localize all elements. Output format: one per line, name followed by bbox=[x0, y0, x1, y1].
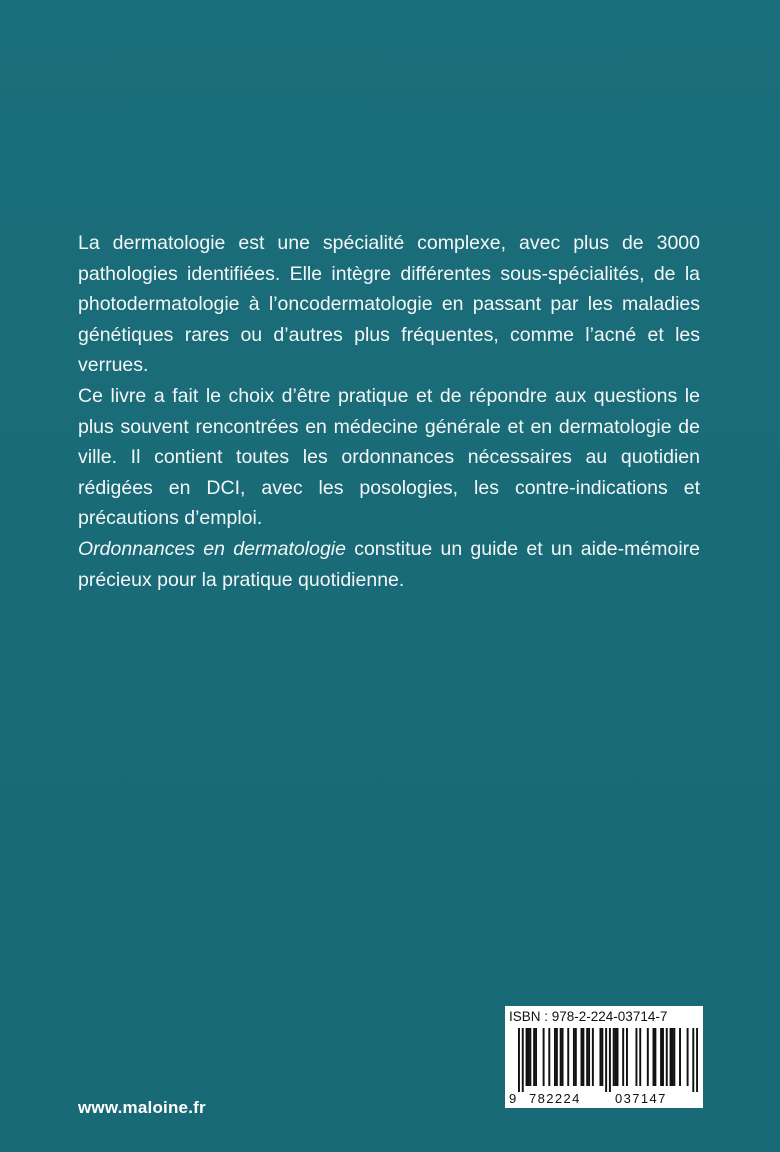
barcode-bar bbox=[581, 1028, 583, 1086]
barcode-bar bbox=[562, 1028, 564, 1086]
barcode-bar bbox=[582, 1028, 584, 1086]
barcode-bar bbox=[687, 1028, 689, 1086]
barcode-bar bbox=[573, 1028, 575, 1086]
barcode-bar bbox=[586, 1028, 588, 1086]
barcode-bar bbox=[617, 1028, 619, 1086]
barcode-bar bbox=[601, 1028, 603, 1086]
publisher-website: www.maloine.fr bbox=[78, 1098, 206, 1117]
barcode-bar bbox=[567, 1028, 569, 1086]
barcode-bar bbox=[575, 1028, 577, 1086]
barcode-bar bbox=[560, 1028, 562, 1086]
blurb-paragraph-3 bbox=[78, 534, 700, 595]
barcode-bar bbox=[622, 1028, 624, 1086]
book-title: Ordonnances en dermatologie bbox=[78, 537, 346, 560]
barcode-bar bbox=[518, 1028, 520, 1092]
barcode-bar bbox=[526, 1028, 528, 1086]
barcode-bar bbox=[639, 1028, 641, 1086]
barcode-bar bbox=[522, 1028, 524, 1092]
barcode-bar bbox=[671, 1028, 673, 1086]
barcode-digits-right: 037147 bbox=[615, 1091, 667, 1106]
barcode-digit-first: 9 bbox=[509, 1091, 517, 1106]
barcode-bar bbox=[554, 1028, 556, 1086]
barcode-bar bbox=[670, 1028, 672, 1086]
barcode-bar bbox=[599, 1028, 601, 1086]
barcode-bars bbox=[518, 1028, 698, 1092]
barcode-bar bbox=[679, 1028, 681, 1086]
barcode-bar bbox=[605, 1028, 607, 1092]
barcode-bar bbox=[660, 1028, 662, 1086]
barcode-bar bbox=[609, 1028, 611, 1092]
barcode-bar bbox=[615, 1028, 617, 1086]
barcode-bar bbox=[696, 1028, 698, 1092]
isbn-barcode bbox=[505, 1006, 703, 1108]
barcode-bar bbox=[556, 1028, 558, 1086]
barcode-bar bbox=[692, 1028, 694, 1092]
blurb-paragraph-2: Ce livre a fait le choix d’être pratique et de répondre aux questions le plus souvent rencontrées en médecine générale et en dermatologie de ville. Il contient toutes les ordonnances nécessaires au quotidien rédigées en DCI, avec les posologies, les contre-indications et précautions d’emploi. bbox=[78, 384, 700, 530]
barcode-bar bbox=[613, 1028, 615, 1086]
barcode-bar bbox=[592, 1028, 594, 1086]
barcode-bar bbox=[647, 1028, 649, 1086]
barcode-bar bbox=[548, 1028, 550, 1086]
barcode-bar bbox=[626, 1028, 628, 1086]
blurb-paragraph-1: La dermatologie est une spécialité complexe, avec plus de 3000 pathologies identifiées. Elle intègre différentes sous-spécialités, de la photodermatologie à l’oncodermatologie en passant par les maladies génétiques rares ou d’autres plus fréquentes, comme l’acné et les verrues. bbox=[78, 232, 700, 377]
barcode-bar bbox=[588, 1028, 590, 1086]
barcode-bar bbox=[533, 1028, 535, 1086]
cover-blurb bbox=[78, 228, 700, 595]
barcode-bar bbox=[653, 1028, 655, 1086]
barcode-bar bbox=[666, 1028, 668, 1086]
barcode-bar bbox=[654, 1028, 656, 1086]
barcode-bar bbox=[662, 1028, 664, 1086]
barcode-digits-left: 782224 bbox=[529, 1091, 581, 1106]
barcode-bar bbox=[529, 1028, 531, 1086]
barcode-bar bbox=[673, 1028, 675, 1086]
barcode-bar bbox=[535, 1028, 537, 1086]
blurb-paragraph-3-text: constitue un guide et un aide-mémoire précieux pour la pratique quotidienne. bbox=[78, 537, 700, 591]
barcode-bar bbox=[635, 1028, 637, 1086]
barcode-bar bbox=[543, 1028, 545, 1086]
isbn-label: ISBN : 978-2-224-03714-7 bbox=[509, 1009, 668, 1024]
barcode-bar bbox=[527, 1028, 529, 1086]
